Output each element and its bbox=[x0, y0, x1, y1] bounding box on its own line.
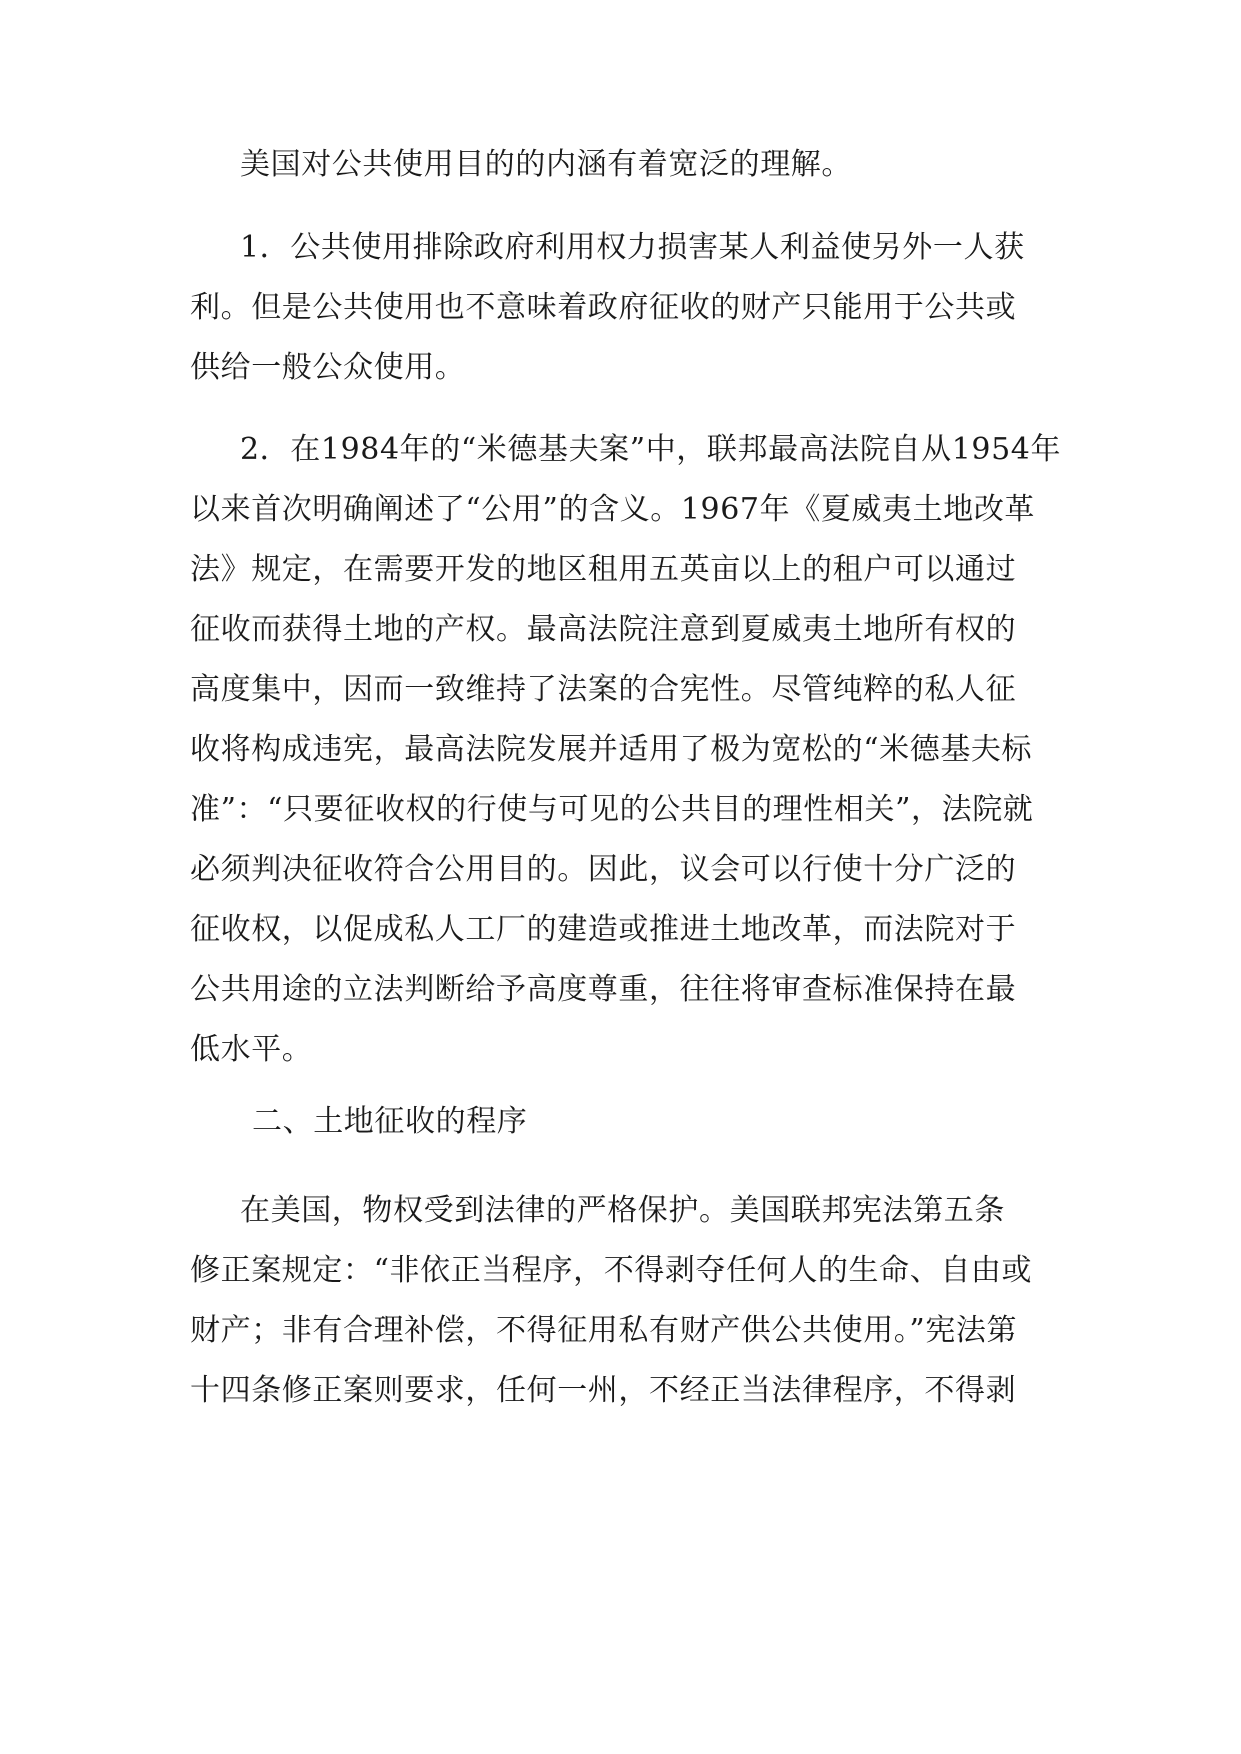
paragraph-line: 公共用途的立法判断给予高度尊重，往往将审查标准保持在最 bbox=[190, 972, 1017, 1007]
paragraph-line: 利。但是公共使用也不意味着政府征收的财产只能用于公共或 bbox=[190, 290, 1017, 325]
paragraph-line: 征收权，以促成私人工厂的建造或推进土地改革，而法院对于 bbox=[190, 912, 1017, 947]
paragraph-line: 低水平。 bbox=[190, 1032, 313, 1067]
paragraph-line: 供给一般公众使用。 bbox=[190, 350, 466, 385]
paragraph-line: 收将构成违宪，最高法院发展并适用了极为宽松的“米德基夫标 bbox=[190, 732, 1033, 767]
paragraph-intro bbox=[190, 135, 1058, 195]
paragraph-point-2 bbox=[190, 420, 1062, 1080]
paragraph-line: 法》规定，在需要开发的地区租用五英亩以上的租户可以通过 bbox=[190, 552, 1017, 587]
paragraph-line: 2．在1984年的“米德基夫案”中，联邦最高法院自从1954年 bbox=[240, 432, 1062, 467]
section-heading bbox=[190, 1092, 1058, 1152]
paragraph-point-1 bbox=[190, 218, 1058, 398]
section-heading-text: 二、土地征收的程序 bbox=[252, 1104, 528, 1139]
paragraph-line: 十四条修正案则要求，任何一州，不经正当法律程序，不得剥 bbox=[190, 1373, 1017, 1408]
paragraph-line: 征收而获得土地的产权。最高法院注意到夏威夷土地所有权的 bbox=[190, 612, 1017, 647]
paragraph-line: 准”：“只要征收权的行使与可见的公共目的理性相关”，法院就 bbox=[190, 792, 1034, 827]
paragraph-line: 以来首次明确阐述了“公用”的含义。1967年《夏威夷土地改革 bbox=[190, 492, 1036, 527]
paragraph-line: 财产；非有合理补偿，不得征用私有财产供公共使用。”宪法第 bbox=[190, 1313, 1018, 1348]
paragraph-line: 必须判决征收符合公用目的。因此，议会可以行使十分广泛的 bbox=[190, 852, 1017, 887]
paragraph-line: 1．公共使用排除政府利用权力损害某人利益使另外一人获 bbox=[240, 230, 1025, 265]
paragraph-line: 高度集中，因而一致维持了法案的合宪性。尽管纯粹的私人征 bbox=[190, 672, 1017, 707]
paragraph-line: 修正案规定：“非依正当程序，不得剥夺任何人的生命、自由或 bbox=[190, 1253, 1033, 1288]
paragraph-line: 美国对公共使用目的的内涵有着宽泛的理解。 bbox=[240, 147, 852, 182]
paragraph-line: 在美国，物权受到法律的严格保护。美国联邦宪法第五条 bbox=[240, 1193, 1005, 1228]
paragraph-procedure bbox=[190, 1181, 1058, 1421]
